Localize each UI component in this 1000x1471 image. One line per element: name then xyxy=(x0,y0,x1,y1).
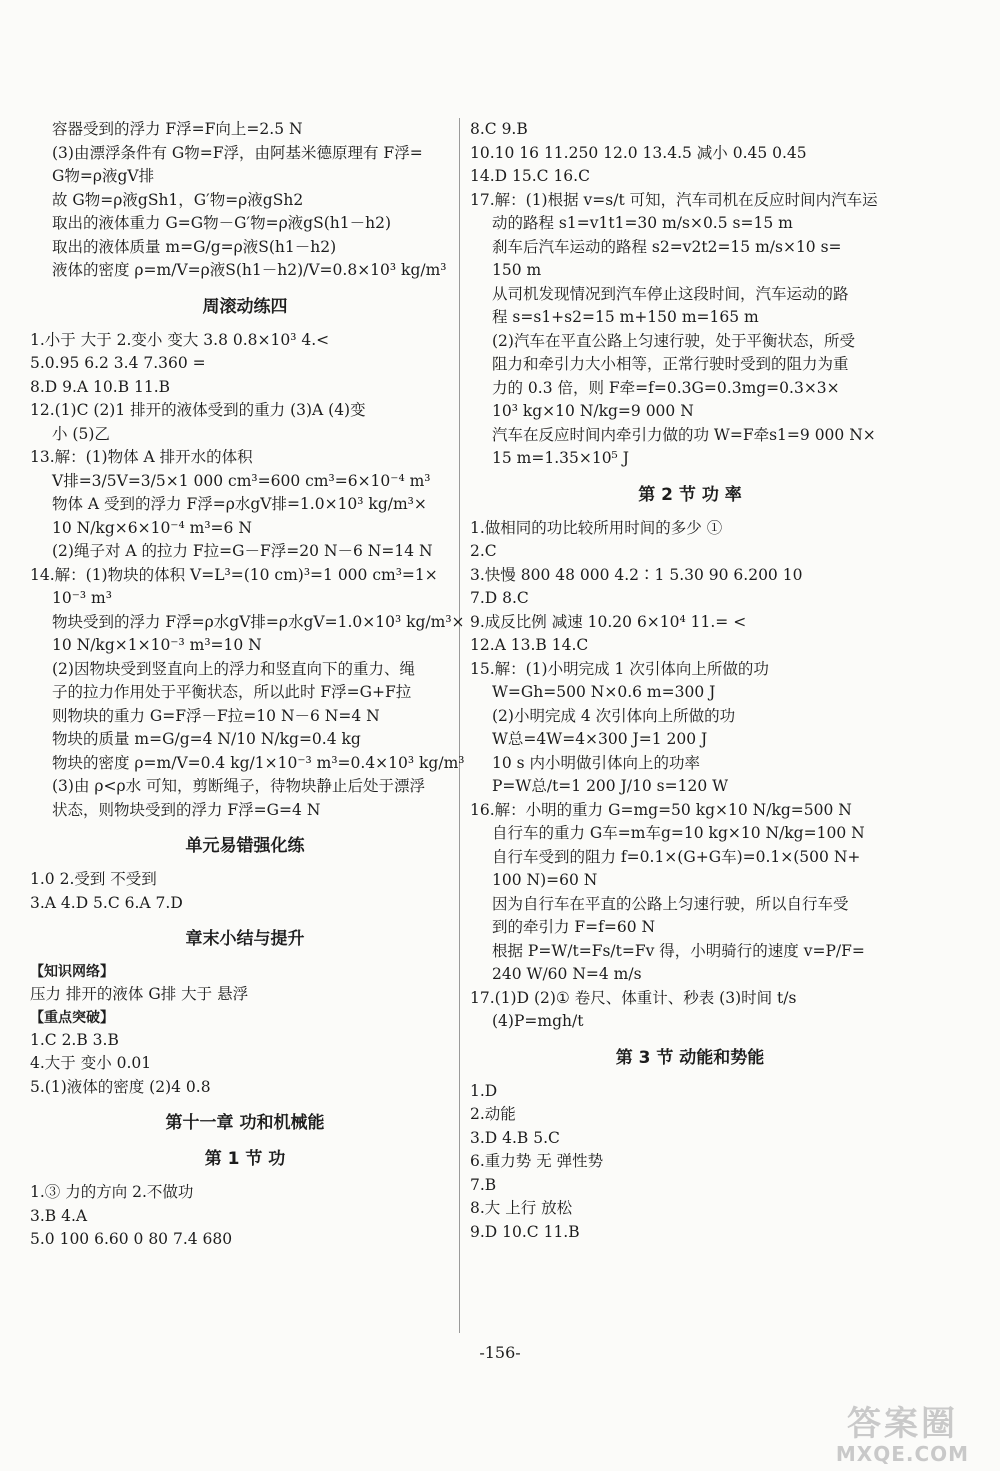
answer-line: 压力 排开的液体 G排 大于 悬浮 xyxy=(30,985,249,1003)
answer-line: W总=4W=4×300 J=1 200 J xyxy=(492,730,708,748)
answer-line: 150 m xyxy=(492,261,542,279)
answer-line: 7.D 8.C xyxy=(470,589,529,607)
answer-line: 物块的质量 m=G/g=4 N/10 N/kg=0.4 kg xyxy=(52,730,361,748)
answer-line: 1.D xyxy=(470,1081,498,1100)
answer-line: 小 (5)乙 xyxy=(52,424,110,443)
answer-line: 取出的液体质量 m=G/g=ρ液S(h1－h2) xyxy=(52,237,337,256)
answer-line: 17.解：(1)根据 v=s/t 可知，汽车司机在反应时间内汽车运 xyxy=(470,190,878,209)
answer-line: 则物块的重力 G=F浮－F拉=10 N－6 N=4 N xyxy=(52,706,380,725)
answer-line: (2)绳子对 A 的拉力 F拉=G－F浮=20 N－6 N=14 N xyxy=(52,542,433,560)
answer-line: 2.动能 xyxy=(470,1105,516,1123)
answer-line: 5.0.95 6.2 3.4 7.360 = xyxy=(30,354,206,372)
answer-line: 物块受到的浮力 F浮=ρ水gV排=ρ水gV=1.0×10³ kg/m³× xyxy=(52,612,465,631)
answer-line: (2)因物块受到竖直向上的浮力和竖直向下的重力、绳 xyxy=(52,659,415,678)
answer-line: 取出的液体重力 G=G物－G′物=ρ液gS(h1－h2) xyxy=(52,214,392,232)
answer-line: 刹车后汽车运动的路程 s2=v2t2=15 m/s×10 s= xyxy=(492,237,842,256)
answer-line: 10³ kg×10 N/kg=9 000 N xyxy=(492,402,694,420)
answer-line: (3)由 ρ<ρ水 可知，剪断绳子，待物块静止后处于漂浮 xyxy=(52,777,426,795)
answer-line: 10⁻³ m³ xyxy=(52,589,112,607)
answer-line: 4.大于 变小 0.01 xyxy=(30,1054,152,1072)
answer-line: 故 G物=ρ液gSh1，G′物=ρ液gSh2 xyxy=(52,190,304,209)
answer-line: 物体 A 受到的浮力 F浮=ρ水gV排=1.0×10³ kg/m³× xyxy=(52,495,427,513)
answer-line: 3.快慢 800 48 000 4.2∶1 5.30 90 6.200 10 xyxy=(470,565,803,584)
section-tag: 【知识网络】 xyxy=(30,964,114,980)
watermark-logo xyxy=(815,1405,990,1465)
answer-line: 1.③ 力的方向 2.不做功 xyxy=(30,1183,194,1201)
answer-line: 9.成反比例 减速 10.20 6×10⁴ 11.= < xyxy=(470,612,747,631)
answer-line: 8.C 9.B xyxy=(470,120,528,138)
answer-line: 8.D 9.A 10.B 11.B xyxy=(30,377,171,396)
answer-line: 12.(1)C (2)1 排开的液体受到的重力 (3)A (4)变 xyxy=(30,401,366,419)
answer-line: 15 m=1.35×10⁵ J xyxy=(492,449,629,467)
answer-line: 6.重力势 无 弹性势 xyxy=(470,1152,604,1170)
answer-line: 到的牵引力 F=f=60 N xyxy=(492,918,656,936)
answer-line: 16.解：小明的重力 G=mg=50 kg×10 N/kg=500 N xyxy=(470,800,852,819)
section-heading: 第 1 节 功 xyxy=(204,1149,286,1169)
answer-line: (2)汽车在平直公路上匀速行驶，处于平衡状态，所受 xyxy=(492,331,855,350)
answer-line: 14.D 15.C 16.C xyxy=(470,167,590,185)
answer-line: 17.(1)D (2)① 卷尺、体重计、秒表 (3)时间 t/s xyxy=(470,988,797,1007)
answer-line: 15.解：(1)小明完成 1 次引体向上所做的功 xyxy=(470,659,769,678)
answer-line: 汽车在反应时间内牵引力做的功 W=F牵s1=9 000 N× xyxy=(492,425,876,444)
section-heading: 周滚动练四 xyxy=(202,296,288,317)
right-column xyxy=(470,118,910,1244)
answer-line: 阻力和牵引力大小相等，正常行驶时受到的阻力为重 xyxy=(492,355,849,373)
answer-line: 1.做相同的功比较所用时间的多少 ① xyxy=(470,518,723,537)
answer-line: 10.10 16 11.250 12.0 13.4.5 减小 0.45 0.45 xyxy=(470,143,807,162)
answer-line: 程 s=s1+s2=15 m+150 m=165 m xyxy=(492,308,759,326)
section-heading: 第十一章 功和机械能 xyxy=(165,1113,325,1133)
answer-line: 13.解：(1)物体 A 排开水的体积 xyxy=(30,448,253,466)
answer-line: 动的路程 s1=v1t1=30 m/s×0.5 s=15 m xyxy=(492,214,793,232)
answer-line: 物块的密度 ρ=m/V=0.4 kg/1×10⁻³ m³=0.4×10³ kg/m³ xyxy=(52,753,465,772)
section-tag: 【重点突破】 xyxy=(30,1009,114,1026)
section-heading: 单元易错强化练 xyxy=(185,836,305,856)
answer-line: W=Gh=500 N×0.6 m=300 J xyxy=(492,683,716,701)
answer-line: (4)P=mgh/t xyxy=(492,1012,584,1030)
answer-line: 8.大 上行 放松 xyxy=(470,1199,573,1217)
answer-line: 因为自行车在平直的公路上匀速行驶，所以自行车受 xyxy=(492,894,849,913)
answer-line: 自行车受到的阻力 f=0.1×(G+G车)=0.1×(500 N+ xyxy=(492,847,861,866)
answer-line: 14.解：(1)物块的体积 V=L³=(10 cm)³=1 000 cm³=1× xyxy=(30,565,438,584)
answer-line: 1.小于 大于 2.变小 变大 3.8 0.8×10³ 4.< xyxy=(30,330,330,349)
answer-line: 10 N/kg×6×10⁻⁴ m³=6 N xyxy=(52,518,252,537)
answer-line: 1.C 2.B 3.B xyxy=(30,1030,119,1049)
answer-line: 子的拉力作用处于平衡状态，所以此时 F浮=G+F拉 xyxy=(52,683,412,701)
section-heading: 第 2 节 功 率 xyxy=(638,484,742,505)
answer-line: G物=ρ液gV排 xyxy=(52,167,155,185)
section-heading: 第 3 节 动能和势能 xyxy=(615,1047,765,1068)
answer-line: 7.B xyxy=(470,1175,497,1194)
page-number: -156- xyxy=(479,1343,521,1362)
answer-line: 3.D 4.B 5.C xyxy=(470,1128,560,1147)
section-heading: 章末小结与提升 xyxy=(185,929,305,949)
answer-line: 容器受到的浮力 F浮=F向上=2.5 N xyxy=(52,120,303,138)
answer-line: P=W总/t=1 200 J/10 s=120 W xyxy=(492,777,729,795)
watermark-text: 答案圈 xyxy=(847,1404,958,1444)
answer-line: 从司机发现情况到汽车停止这段时间，汽车运动的路 xyxy=(492,284,849,303)
answer-line: 3.B 4.A xyxy=(30,1206,88,1225)
answer-line: (3)由漂浮条件有 G物=F浮，由阿基米德原理有 F浮= xyxy=(52,143,423,162)
answer-line: 根据 P=W/t=Fs/t=Fv 得，小明骑行的速度 v=P/F= xyxy=(492,941,865,960)
answer-line: V排=3/5V=3/5×1 000 cm³=600 cm³=6×10⁻⁴ m³ xyxy=(52,471,431,490)
answer-line: 12.A 13.B 14.C xyxy=(470,636,589,654)
watermark-url: MXQE.COM xyxy=(835,1442,970,1466)
answer-line: 液体的密度 ρ=m/V=ρ液S(h1－h2)/V=0.8×10³ kg/m³ xyxy=(52,261,447,279)
answer-line: 5.(1)液体的密度 (2)4 0.8 xyxy=(30,1077,211,1096)
answer-line: 1.0 2.受到 不受到 xyxy=(30,870,157,888)
answer-line: 9.D 10.C 11.B xyxy=(470,1222,580,1241)
answer-line: 100 N)=60 N xyxy=(492,871,598,889)
answer-line: 2.C xyxy=(470,542,497,560)
answer-line: 10 s 内小明做引体向上的功率 xyxy=(492,753,701,772)
answer-line: (2)小明完成 4 次引体向上所做的功 xyxy=(492,706,736,725)
answer-line: 状态，则物块受到的浮力 F浮=G=4 N xyxy=(52,800,321,819)
answer-line: 3.A 4.D 5.C 6.A 7.D xyxy=(30,893,183,912)
answer-line: 240 W/60 N=4 m/s xyxy=(492,965,642,983)
left-column xyxy=(30,118,465,1252)
answer-line: 自行车的重力 G车=m车g=10 kg×10 N/kg=100 N xyxy=(492,824,865,842)
answer-line: 5.0 100 6.60 0 80 7.4 680 xyxy=(30,1230,233,1248)
answer-line: 力的 0.3 倍，则 F牵=f=0.3G=0.3mg=0.3×3× xyxy=(492,378,840,397)
answer-line: 10 N/kg×1×10⁻³ m³=10 N xyxy=(52,636,262,654)
